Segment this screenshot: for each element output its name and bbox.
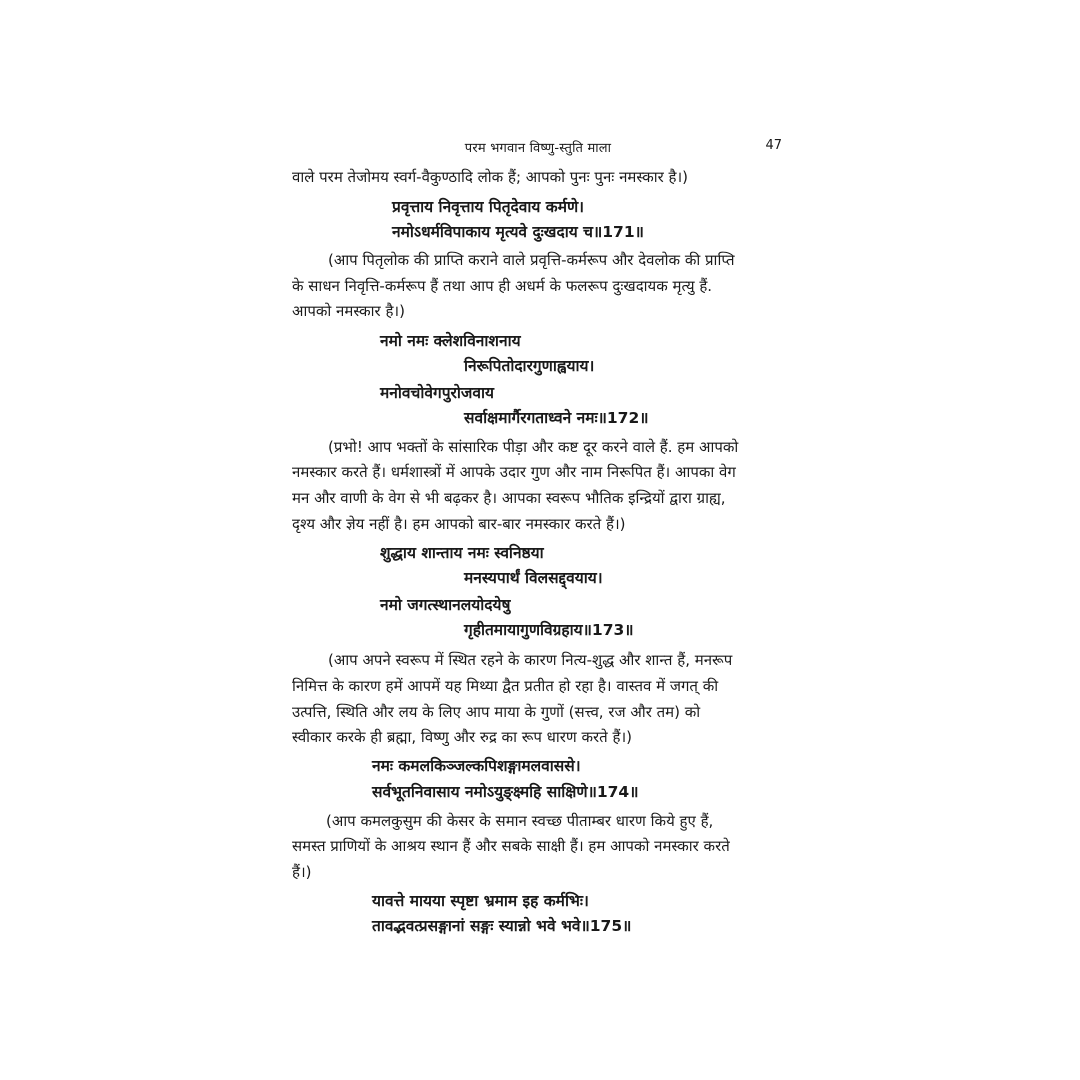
text-line: समस्त प्राणियों के आश्रय स्थान हैं और सबके साक्षी हैं। हम आपको नमस्कार करते xyxy=(292,837,730,855)
verse-line: निरूपितोदारगुणाह्वयाय। xyxy=(464,357,595,375)
text-line: निमित्त के कारण हमें आपमें यह मिथ्या द्वैत प्रतीत हो रहा है। वास्तव में जगत् की xyxy=(292,677,719,695)
text-line: (आप कमलकुसुम की केसर के समान स्वच्छ पीताम्बर धारण किये हुए हैं, xyxy=(326,812,714,830)
text-line: हैं।) xyxy=(292,863,312,881)
verse-line: यावत्ते मायया स्पृष्टा भ्रमाम इह कर्मभिः। xyxy=(372,892,589,910)
page-header xyxy=(292,138,784,158)
text-line: (आप अपने स्वरूप में स्थित रहने के कारण नित्य-शुद्ध और शान्त हैं, मनरूप xyxy=(328,651,733,669)
text-line: उत्पत्ति, स्थिति और लय के लिए आप माया के गुणों (सत्त्व, रज और तम) को xyxy=(292,703,701,721)
text-line: (प्रभो! आप भक्तों के सांसारिक पीड़ा और कष्ट दूर करने वाले हैं. हम आपको xyxy=(328,438,739,456)
text-line: मन और वाणी के वेग से भी बढ़कर है। आपका स्वरूप भौतिक इन्द्रियों द्वारा ग्राह्य, xyxy=(292,489,726,507)
verse-line: मनोवचोवेगपुरोजवाय xyxy=(380,384,494,402)
verse-line: नमो जगत्स्थानलयोदयेषु xyxy=(380,596,511,614)
verse-line: शुद्धाय शान्ताय नमः स्वनिष्ठया xyxy=(380,544,544,562)
verse-line: तावद्भवत्प्रसङ्गानां सङ्गः स्यान्नो भवे भवे॥175॥ xyxy=(372,917,632,935)
text-line: आपको नमस्कार है।) xyxy=(292,302,405,320)
text-line: के साधन निवृत्ति-कर्मरूप हैं तथा आप ही अधर्म के फलरूप दुःखदायक मृत्यु हैं. xyxy=(292,277,713,295)
verse-line: सर्वाक्षमार्गैरगताध्वने नमः॥172॥ xyxy=(464,409,649,427)
verse-line: सर्वभूतनिवासाय नमोऽयुङ्क्ष्महि साक्षिणे॥174॥ xyxy=(372,783,639,801)
verse-line: मनस्यपार्थं विलसद्द्वयाय। xyxy=(464,569,603,587)
text-line: नमस्कार करते हैं। धर्मशास्त्रों में आपके उदार गुण और नाम निरूपित हैं। आपका वेग xyxy=(292,463,736,481)
text-line: स्वीकार करके ही ब्रह्मा, विष्णु और रुद्र का रूप धारण करते हैं।) xyxy=(292,728,633,746)
page-number: 47 xyxy=(765,138,782,153)
verse-line: नमः कमलकिञ्जल्कपिशङ्गामलवाससे। xyxy=(372,757,581,775)
verse-line: नमोऽधर्मविपाकाय मृत्यवे दुःखदाय च॥171॥ xyxy=(392,223,644,241)
text-line: (आप पितृलोक की प्राप्ति कराने वाले प्रवृत्ति-कर्मरूप और देवलोक की प्राप्ति xyxy=(328,251,735,269)
verse-line: प्रवृत्ताय निवृत्ताय पितृदेवाय कर्मणे। xyxy=(392,198,585,216)
text-line: दृश्य और ज्ञेय नहीं है। हम आपको बार-बार नमस्कार करते हैं।) xyxy=(292,515,626,533)
verse-line: गृहीतमायागुणविग्रहाय॥173॥ xyxy=(464,621,634,639)
verse-line: नमो नमः क्लेशविनाशनाय xyxy=(380,332,521,350)
running-title: परम भगवान विष्णु-स्तुति माला xyxy=(464,141,612,156)
text-line: वाले परम तेजोमय स्वर्ग-वैकुण्ठादि लोक हैं; आपको पुनः पुनः नमस्कार है।) xyxy=(292,168,689,186)
